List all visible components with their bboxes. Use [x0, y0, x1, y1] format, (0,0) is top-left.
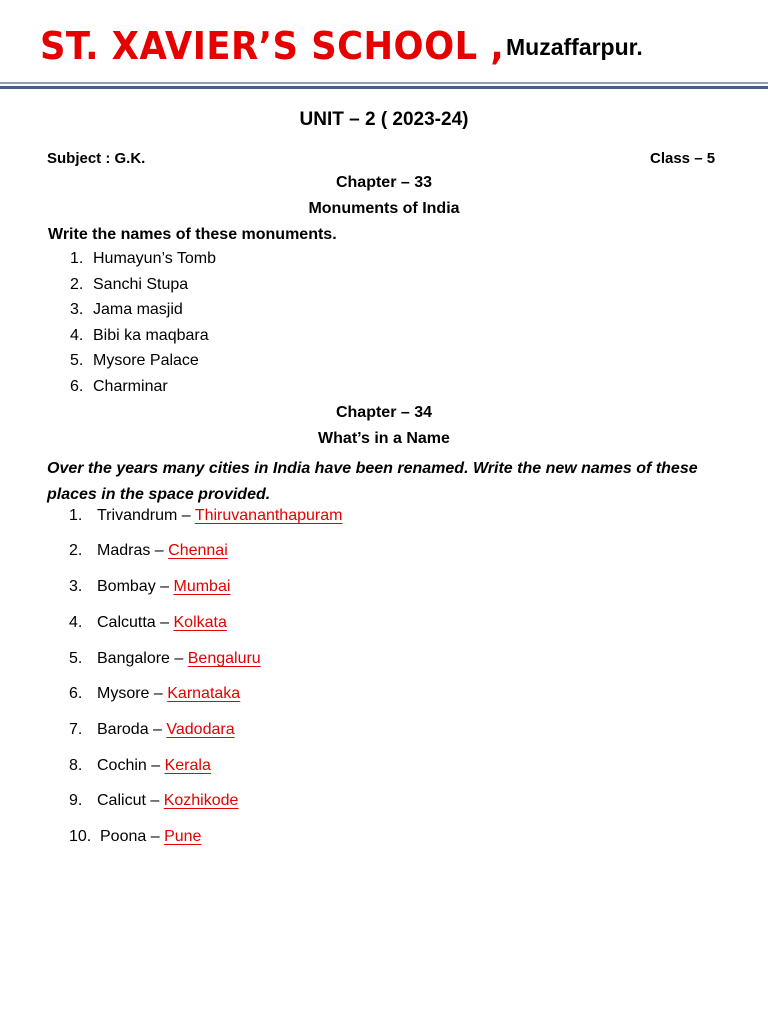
subject-label: Subject : G.K.: [47, 150, 146, 167]
monument-name: Bibi ka maqbara: [93, 327, 209, 344]
chapter-33-instruction: Write the names of these monuments.: [48, 226, 337, 243]
old-city-name: Bangalore – Bengaluru: [97, 650, 261, 667]
monument-number: 2.: [70, 276, 84, 293]
old-city-name: Cochin – Kerala: [97, 757, 211, 774]
class-label: Class – 5: [650, 150, 716, 167]
new-city-name: Vadodara: [166, 721, 235, 738]
old-city-name: Madras – Chennai: [97, 542, 228, 559]
new-city-name: Kozhikode: [163, 792, 239, 809]
monument-name: Jama masjid: [93, 301, 183, 318]
monument-name: Charminar: [93, 378, 168, 395]
new-city-name: Thiruvananthapuram: [194, 507, 343, 524]
monument-name: Sanchi Stupa: [93, 276, 189, 293]
monument-number: 3.: [70, 301, 84, 318]
monument-name: Humayun’s Tomb: [93, 250, 217, 267]
item-number: 9.: [69, 792, 83, 809]
school-name: ST. XAVIER’S SCHOOL ,: [40, 24, 505, 68]
old-city-name: Baroda – Vadodara: [97, 721, 235, 738]
new-city-name: Karnataka: [167, 685, 241, 702]
monument-number: 6.: [70, 378, 84, 395]
item-number: 10.: [69, 828, 92, 845]
item-number: 1.: [69, 507, 83, 524]
new-city-name: Kerala: [164, 757, 211, 774]
old-city-name: Trivandrum – Thiruvananthapuram: [97, 507, 343, 524]
item-number: 3.: [69, 578, 83, 595]
city-name: Muzaffarpur.: [506, 34, 643, 60]
new-city-name: Bengaluru: [187, 650, 261, 667]
old-city-name: Bombay – Mumbai: [97, 578, 231, 595]
item-number: 4.: [69, 614, 83, 631]
monument-number: 4.: [70, 327, 84, 344]
header-rule-top: [0, 82, 768, 84]
new-city-name: Kolkata: [173, 614, 227, 631]
item-number: 7.: [69, 721, 83, 738]
old-city-name: Mysore – Karnataka: [97, 685, 241, 702]
new-city-name: Mumbai: [173, 578, 231, 595]
chapter-34-heading: Chapter – 34: [335, 404, 433, 421]
old-city-name: Calicut – Kozhikode: [97, 792, 239, 809]
item-number: 6.: [69, 685, 83, 702]
item-number: 5.: [69, 650, 83, 667]
monument-name: Mysore Palace: [93, 352, 199, 369]
old-city-name: Calcutta – Kolkata: [97, 614, 227, 631]
chapter-33-title: Monuments of India: [308, 200, 460, 217]
chapter-34-instruction: Over the years many cities in India have been renamed. Write the new names of these places in the space provided.: [47, 460, 698, 503]
chapter-34-title: What’s in a Name: [318, 430, 450, 447]
item-number: 2.: [69, 542, 83, 559]
new-city-name: Pune: [164, 828, 202, 845]
unit-title: UNIT – 2 ( 2023-24): [299, 109, 469, 130]
new-city-name: Chennai: [168, 542, 228, 559]
chapter-33-heading: Chapter – 33: [335, 174, 433, 191]
monument-number: 5.: [70, 352, 84, 369]
header-rule-bottom: [0, 86, 768, 89]
monument-number: 1.: [70, 250, 84, 267]
item-number: 8.: [69, 757, 83, 774]
old-city-name: Poona – Pune: [100, 828, 202, 845]
